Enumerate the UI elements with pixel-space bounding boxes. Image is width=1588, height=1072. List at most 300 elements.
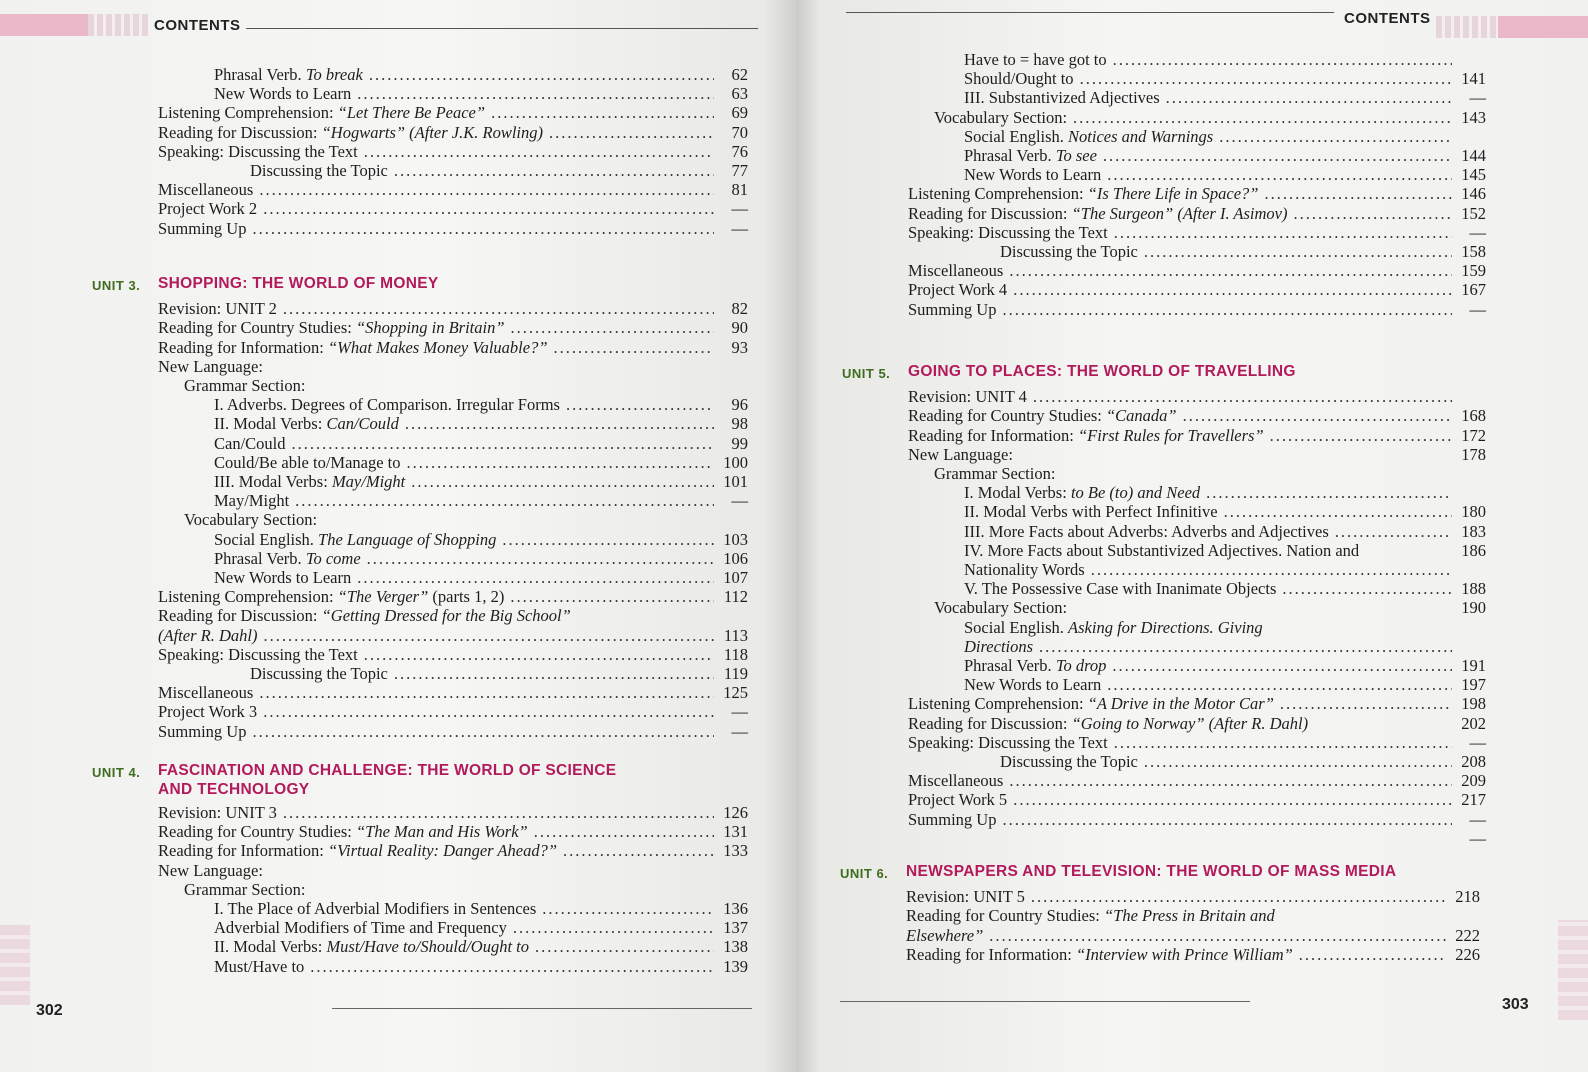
dot-leader — [491, 103, 714, 122]
toc-entry-page: — — [731, 491, 748, 511]
toc-entry-page: 144 — [1461, 146, 1486, 166]
toc-entry-text: II. Modal Verbs with Perfect Infinitive — [964, 502, 1218, 522]
dot-leader — [364, 142, 714, 161]
toc-entry-text: III. Modal Verbs: — [214, 472, 332, 492]
toc-entry-title — [158, 299, 277, 318]
toc-entry-title — [214, 937, 529, 956]
toc-entry-page: 159 — [1461, 261, 1486, 281]
toc-entry-title — [158, 219, 246, 238]
toc-entry-title — [214, 899, 536, 918]
toc-entry — [158, 414, 748, 433]
toc-entry-title — [964, 69, 1074, 88]
toc-entry-title — [964, 127, 1213, 146]
header-pattern-right — [1436, 16, 1498, 38]
toc-entry-text: New Words to Learn — [964, 675, 1102, 695]
toc-entry — [908, 88, 1486, 107]
toc-entry-text: May/Might — [214, 491, 290, 511]
dot-leader — [1282, 579, 1452, 598]
toc-entry-page: 98 — [731, 414, 748, 434]
toc-entry-title — [158, 142, 358, 161]
dot-leader — [252, 219, 714, 238]
toc-entry — [158, 918, 748, 937]
toc-entry-text: Can/Could — [326, 414, 399, 434]
toc-entry-page: 186 — [1461, 540, 1486, 560]
toc-entry-text: New Words to Learn — [964, 165, 1102, 185]
toc-entry-text: New Language: — [158, 860, 263, 880]
toc-entry-title — [158, 199, 257, 218]
toc-entry-text: Speaking: Discussing the Text — [158, 644, 358, 664]
dot-leader — [1113, 50, 1452, 69]
toc-entry-text: The Language of Shopping — [318, 529, 497, 549]
toc-entry — [158, 568, 748, 587]
toc-entry-text: Speaking: Discussing the Text — [908, 732, 1108, 752]
toc-entry-page: — — [731, 702, 748, 722]
toc-entry-text: Revision: UNIT 2 — [158, 299, 277, 319]
toc-entry — [908, 560, 1486, 579]
toc-entry-title — [908, 771, 1003, 790]
toc-entry-page: 152 — [1461, 203, 1486, 223]
toc-entry-page: 190 — [1461, 598, 1486, 618]
footer-rule-left — [332, 1008, 752, 1009]
toc-entry-text: Grammar Section: — [934, 464, 1056, 484]
dot-leader — [511, 318, 714, 337]
toc-entry-page: 226 — [1455, 944, 1480, 964]
toc-entry-title — [908, 810, 996, 829]
toc-entry-page: 146 — [1461, 184, 1486, 204]
toc-entry-title — [214, 491, 289, 510]
toc-entry-page: — — [1469, 299, 1486, 319]
toc-entry-title — [158, 357, 263, 376]
toc-entry — [908, 752, 1486, 771]
toc-entry-page: 62 — [731, 65, 748, 84]
toc-entry — [158, 549, 748, 568]
toc-entry-text: Reading for Country Studies: — [906, 906, 1104, 926]
header-band-right — [1498, 16, 1588, 38]
header-band-left — [0, 14, 88, 36]
dot-leader — [263, 702, 714, 721]
toc-entry — [908, 483, 1486, 502]
toc-entry — [158, 299, 748, 318]
toc-entry — [158, 199, 748, 218]
toc-entry — [158, 434, 748, 453]
toc-entry-text: Discussing the Topic — [250, 161, 388, 181]
toc-entry-title — [908, 184, 1258, 203]
toc-entry — [908, 579, 1486, 598]
dot-leader — [292, 434, 714, 453]
unit-title — [158, 761, 616, 799]
toc-entry — [158, 338, 748, 357]
toc-entry-page: 138 — [723, 937, 748, 957]
toc-entry-text: “First Rules for Travellers” — [1078, 425, 1264, 445]
toc-entry-text: Could/Be able to/Manage to — [214, 452, 401, 472]
toc-entry-page: 93 — [731, 337, 748, 357]
toc-entry-title — [908, 426, 1264, 445]
toc-entry-text: New Words to Learn — [214, 568, 352, 588]
toc-entry-text: Directions — [964, 636, 1034, 656]
toc-entry-page: 70 — [731, 122, 748, 142]
toc-entry-text: Reading for Country Studies: — [908, 406, 1106, 426]
toc-entry — [158, 626, 748, 645]
toc-entry-text: Phrasal Verb. — [964, 656, 1056, 676]
toc-entry — [908, 387, 1486, 406]
unit-number: UNIT 4. — [92, 765, 141, 780]
dot-leader — [1091, 560, 1452, 579]
toc-entry-title — [184, 376, 305, 395]
toc-entry-text: (parts 1, 2) — [428, 587, 505, 607]
toc-entry — [158, 84, 748, 103]
toc-entry — [908, 790, 1486, 809]
dot-leader — [1114, 223, 1452, 242]
toc-entry-page: 143 — [1461, 107, 1486, 127]
dot-leader — [310, 957, 714, 976]
dot-leader — [1280, 694, 1452, 713]
toc-entry-page: 118 — [723, 644, 748, 664]
toc-entry — [908, 733, 1486, 752]
toc-entry — [908, 127, 1486, 146]
dot-leader — [364, 645, 714, 664]
toc-entry-text: Miscellaneous — [158, 180, 254, 200]
toc-entry — [158, 587, 748, 606]
toc-entry-page: 158 — [1461, 242, 1486, 262]
dot-leader — [1144, 752, 1452, 771]
toc-entry-page: 168 — [1461, 406, 1486, 426]
toc-entry-text: Listening Comprehension: — [158, 103, 338, 123]
toc-entry-page: 137 — [723, 918, 748, 938]
toc-entry-page: 208 — [1461, 752, 1486, 772]
toc-entry — [158, 683, 748, 702]
toc-entry-title — [158, 626, 257, 645]
toc-entry-page: 96 — [731, 395, 748, 415]
dot-leader — [1183, 406, 1452, 425]
toc-entry-title — [158, 606, 571, 625]
toc-entry-text: Must/Have to/Should/Ought to — [326, 937, 530, 957]
dot-leader — [1002, 810, 1452, 829]
toc-entry — [158, 937, 748, 956]
unit-number: UNIT 5. — [842, 366, 891, 381]
dot-leader — [1009, 771, 1452, 790]
dot-leader — [1144, 242, 1452, 261]
toc-entry-text: Vocabulary Section: — [934, 598, 1068, 618]
dot-leader — [1264, 184, 1452, 203]
toc-entry — [906, 926, 1480, 945]
dot-leader — [394, 161, 714, 180]
right-page — [796, 0, 1588, 1072]
toc-entry-text: IV. More Facts about Substantivized Adjectives. Nation and — [964, 540, 1360, 560]
toc-entry — [908, 69, 1486, 88]
toc-entry-text: Reading for Discussion: — [158, 606, 322, 626]
toc-entry-text: Elsewhere” — [906, 925, 984, 945]
toc-entry-text: Reading for Information: — [908, 425, 1078, 445]
toc-entry — [158, 606, 748, 625]
toc-entry-text: Grammar Section: — [184, 376, 306, 396]
toc-entry-text: Discussing the Topic — [1000, 242, 1138, 262]
toc-entry-page: — — [1469, 88, 1486, 108]
toc-entry-text: Nationality Words — [964, 560, 1085, 580]
toc-entry-title — [214, 414, 399, 433]
toc-entry-text: Miscellaneous — [158, 683, 254, 703]
dot-leader — [1224, 502, 1452, 521]
toc-entry-text: Phrasal Verb. — [214, 65, 306, 84]
toc-entry — [908, 541, 1486, 560]
toc-entry-page: 90 — [731, 318, 748, 338]
toc-entry — [908, 714, 1486, 733]
toc-entry-title — [214, 568, 351, 587]
dot-leader — [1114, 733, 1452, 752]
toc-entry — [908, 464, 1486, 483]
toc-entry-text: Revision: UNIT 4 — [908, 387, 1027, 407]
toc-entry-title — [908, 790, 1007, 809]
toc-entry-text: Discussing the Topic — [250, 664, 388, 684]
toc-entry-text: V. The Possessive Case with Inanimate Objects — [964, 579, 1277, 599]
toc-block-right-top — [908, 50, 1486, 319]
toc-entry-text: Vocabulary Section: — [184, 510, 318, 530]
dot-leader — [357, 84, 714, 103]
toc-entry-page: — — [731, 199, 748, 219]
corner-pattern-left — [0, 925, 30, 1005]
toc-entry-page: 172 — [1461, 425, 1486, 445]
dot-leader — [549, 123, 714, 142]
unit-title-line1: FASCINATION AND CHALLENGE: THE WORLD OF SCIENCE — [158, 762, 617, 779]
toc-entry-title — [214, 472, 405, 491]
toc-entry-title — [158, 180, 253, 199]
header-title-right: CONTENTS — [1344, 10, 1431, 27]
dot-leader — [534, 822, 714, 841]
unit-title-line2: AND TECHNOLOGY — [158, 781, 310, 798]
toc-entry-text: Reading for Discussion: — [158, 122, 322, 142]
toc-entry — [908, 108, 1486, 127]
dot-leader — [1107, 675, 1452, 694]
toc-entry-title — [908, 387, 1027, 406]
toc-block-unit6 — [840, 836, 1480, 964]
toc-entry-title — [1000, 752, 1138, 771]
header-title-left: CONTENTS — [154, 17, 241, 34]
toc-entry — [158, 123, 748, 142]
toc-entry-title — [158, 103, 485, 122]
toc-entry-page: 139 — [723, 956, 748, 976]
toc-entry-text: Phrasal Verb. — [214, 548, 306, 568]
toc-entry-title — [906, 945, 1293, 964]
toc-entry-page: 178 — [1461, 444, 1486, 464]
toc-entry-page: 69 — [731, 103, 748, 123]
toc-entry — [158, 841, 748, 860]
toc-entry-text: Project Work 5 — [908, 790, 1008, 810]
toc-entry-page: 103 — [723, 529, 748, 549]
toc-entry — [908, 694, 1486, 713]
toc-entry — [908, 771, 1486, 790]
toc-entry — [908, 426, 1486, 445]
toc-entry-title — [964, 502, 1218, 521]
dot-leader — [510, 587, 714, 606]
toc-entry — [908, 280, 1486, 299]
toc-entry — [158, 530, 748, 549]
toc-entry-text: Listening Comprehension: — [158, 587, 338, 607]
toc-entry-page: 81 — [731, 180, 748, 200]
toc-entry-title — [158, 645, 358, 664]
toc-entry-title — [158, 123, 543, 142]
toc-entry-text: “Virtual Reality: Danger Ahead?” — [328, 841, 557, 861]
toc-entry — [158, 803, 748, 822]
toc-entry-page: 145 — [1461, 165, 1486, 185]
dot-leader — [411, 472, 714, 491]
toc-entry-text: Social English. — [964, 617, 1069, 637]
toc-entry-text: Project Work 3 — [158, 702, 258, 722]
toc-entry — [158, 357, 748, 376]
toc-entry-page: 131 — [723, 822, 748, 842]
toc-entry-text: Must/Have to — [214, 956, 305, 976]
toc-entry — [908, 146, 1486, 165]
toc-entry — [908, 204, 1486, 223]
footer-rule-right — [840, 1001, 1250, 1002]
toc-entry — [908, 184, 1486, 203]
toc-block-unit3 — [92, 248, 748, 741]
toc-entry-text: Should/Ought to — [964, 69, 1074, 89]
toc-entry-title — [158, 841, 557, 860]
dot-leader — [989, 926, 1446, 945]
toc-entry-text: Reading for Country Studies: — [158, 318, 356, 338]
toc-entry-title — [964, 146, 1097, 165]
toc-entry-text: (After R. Dahl) — [158, 625, 258, 645]
dot-leader — [263, 626, 714, 645]
toc-entry — [908, 242, 1486, 261]
dot-leader — [563, 841, 714, 860]
toc-entry-page: 101 — [723, 472, 748, 492]
toc-entry-page: 198 — [1461, 694, 1486, 714]
toc-entry — [908, 810, 1486, 829]
dot-leader — [259, 180, 714, 199]
toc-entry-page: 183 — [1461, 521, 1486, 541]
toc-entry-text: “Getting Dressed for the Big School” — [321, 606, 571, 626]
toc-entry-text: Reading for Information: — [906, 944, 1076, 964]
toc-entry-page: 125 — [723, 683, 748, 703]
dot-leader — [357, 568, 714, 587]
toc-entry-title — [908, 694, 1274, 713]
toc-entry-title — [908, 223, 1108, 242]
toc-entry-page: — — [731, 721, 748, 741]
toc-entry — [908, 223, 1486, 242]
toc-entry — [158, 645, 748, 664]
toc-entry — [158, 395, 748, 414]
toc-entry-page: 197 — [1461, 675, 1486, 695]
toc-entry — [908, 656, 1486, 675]
toc-entry — [158, 861, 748, 880]
unit-heading — [92, 274, 748, 295]
toc-entry-text: Summing Up — [158, 218, 247, 238]
toc-entry — [908, 445, 1486, 464]
dot-leader — [542, 899, 714, 918]
toc-entry-text: To see — [1055, 146, 1097, 166]
toc-entry-title — [964, 165, 1101, 184]
toc-entry-title — [250, 161, 388, 180]
toc-entry-title — [214, 434, 286, 453]
toc-entry-page: 188 — [1461, 579, 1486, 599]
toc-entry-title — [214, 549, 361, 568]
toc-entry-text: III. Substantivized Adjectives — [964, 88, 1160, 108]
toc-entry-title — [964, 522, 1329, 541]
toc-entry-title — [906, 926, 983, 945]
toc-entry — [908, 637, 1486, 656]
toc-entry — [906, 945, 1480, 964]
toc-entry-text: Notices and Warnings — [1068, 126, 1214, 146]
dot-leader — [554, 338, 714, 357]
toc-entry — [158, 957, 748, 976]
toc-entry — [158, 664, 748, 683]
toc-entry-title — [906, 887, 1025, 906]
toc-entry-text: “Interview with Prince William” — [1076, 944, 1293, 964]
dot-leader — [1166, 88, 1452, 107]
page-number-right: 303 — [1502, 996, 1529, 1013]
toc-entry-title — [158, 822, 528, 841]
toc-entry-text: Adverbial Modifiers of Time and Frequency — [214, 918, 507, 938]
toc-entry-text: Vocabulary Section: — [934, 107, 1068, 127]
toc-entry-text: I. Modal Verbs: — [964, 483, 1071, 503]
toc-entry-text: “The Man and His Work” — [355, 822, 528, 842]
toc-entry-text: “A Drive in the Motor Car” — [1087, 694, 1274, 714]
toc-entry-page: — — [1469, 828, 1486, 848]
toc-entry-text: Speaking: Discussing the Text — [908, 222, 1108, 242]
toc-entry-text: Can/Could — [214, 433, 286, 453]
dot-leader — [1013, 790, 1452, 809]
toc-entry — [158, 219, 748, 238]
toc-entry-text: Reading for Country Studies: — [158, 822, 356, 842]
toc-entry-page: 82 — [731, 299, 748, 319]
toc-entry-page: 141 — [1461, 69, 1486, 89]
header-rule-right — [846, 12, 1334, 13]
toc-entry-text: Reading for Information: — [158, 337, 328, 357]
toc-entry-title — [214, 530, 496, 549]
unit-number: UNIT 3. — [92, 278, 141, 293]
toc-entry-text: Asking for Directions. Giving — [1068, 617, 1263, 637]
dot-leader — [1039, 637, 1452, 656]
toc-entry-title — [158, 803, 277, 822]
toc-entry-page: — — [1469, 732, 1486, 752]
toc-entry-text: Miscellaneous — [908, 771, 1004, 791]
toc-entry-title — [908, 261, 1003, 280]
toc-entry-page: 99 — [731, 433, 748, 453]
toc-entry-title — [158, 587, 504, 606]
toc-entry — [158, 702, 748, 721]
toc-entry-text: II. Modal Verbs: — [214, 414, 327, 434]
toc-entry — [158, 318, 748, 337]
toc-entry-text: To come — [305, 548, 361, 568]
dot-leader — [1206, 483, 1452, 502]
toc-entry — [908, 502, 1486, 521]
toc-entry-text: “Is There Life in Space?” — [1087, 184, 1259, 204]
toc-entry-page: 113 — [723, 625, 748, 645]
toc-entry — [908, 522, 1486, 541]
toc-entry-title — [934, 108, 1067, 127]
toc-entry — [158, 899, 748, 918]
toc-entry-title — [934, 464, 1055, 483]
toc-entry — [906, 906, 1480, 925]
toc-entry-title — [908, 733, 1108, 752]
toc-entry-text: “The Press in Britain and — [1103, 906, 1275, 926]
dot-leader — [394, 664, 714, 683]
toc-entry — [908, 165, 1486, 184]
toc-entry-text: To break — [305, 65, 363, 84]
dot-leader — [1009, 261, 1452, 280]
toc-entry-title — [908, 280, 1007, 299]
toc-entry — [158, 180, 748, 199]
toc-entry-text: Listening Comprehension: — [908, 184, 1088, 204]
toc-entry-text: May/Might — [331, 472, 406, 492]
header-pattern-left — [88, 14, 148, 36]
dot-leader — [367, 549, 714, 568]
toc-entry-title — [158, 338, 548, 357]
toc-entry-text: Summing Up — [158, 721, 247, 741]
toc-entry — [158, 491, 748, 510]
toc-entry-text: Speaking: Discussing the Text — [158, 141, 358, 161]
toc-entry-title — [906, 906, 1275, 925]
